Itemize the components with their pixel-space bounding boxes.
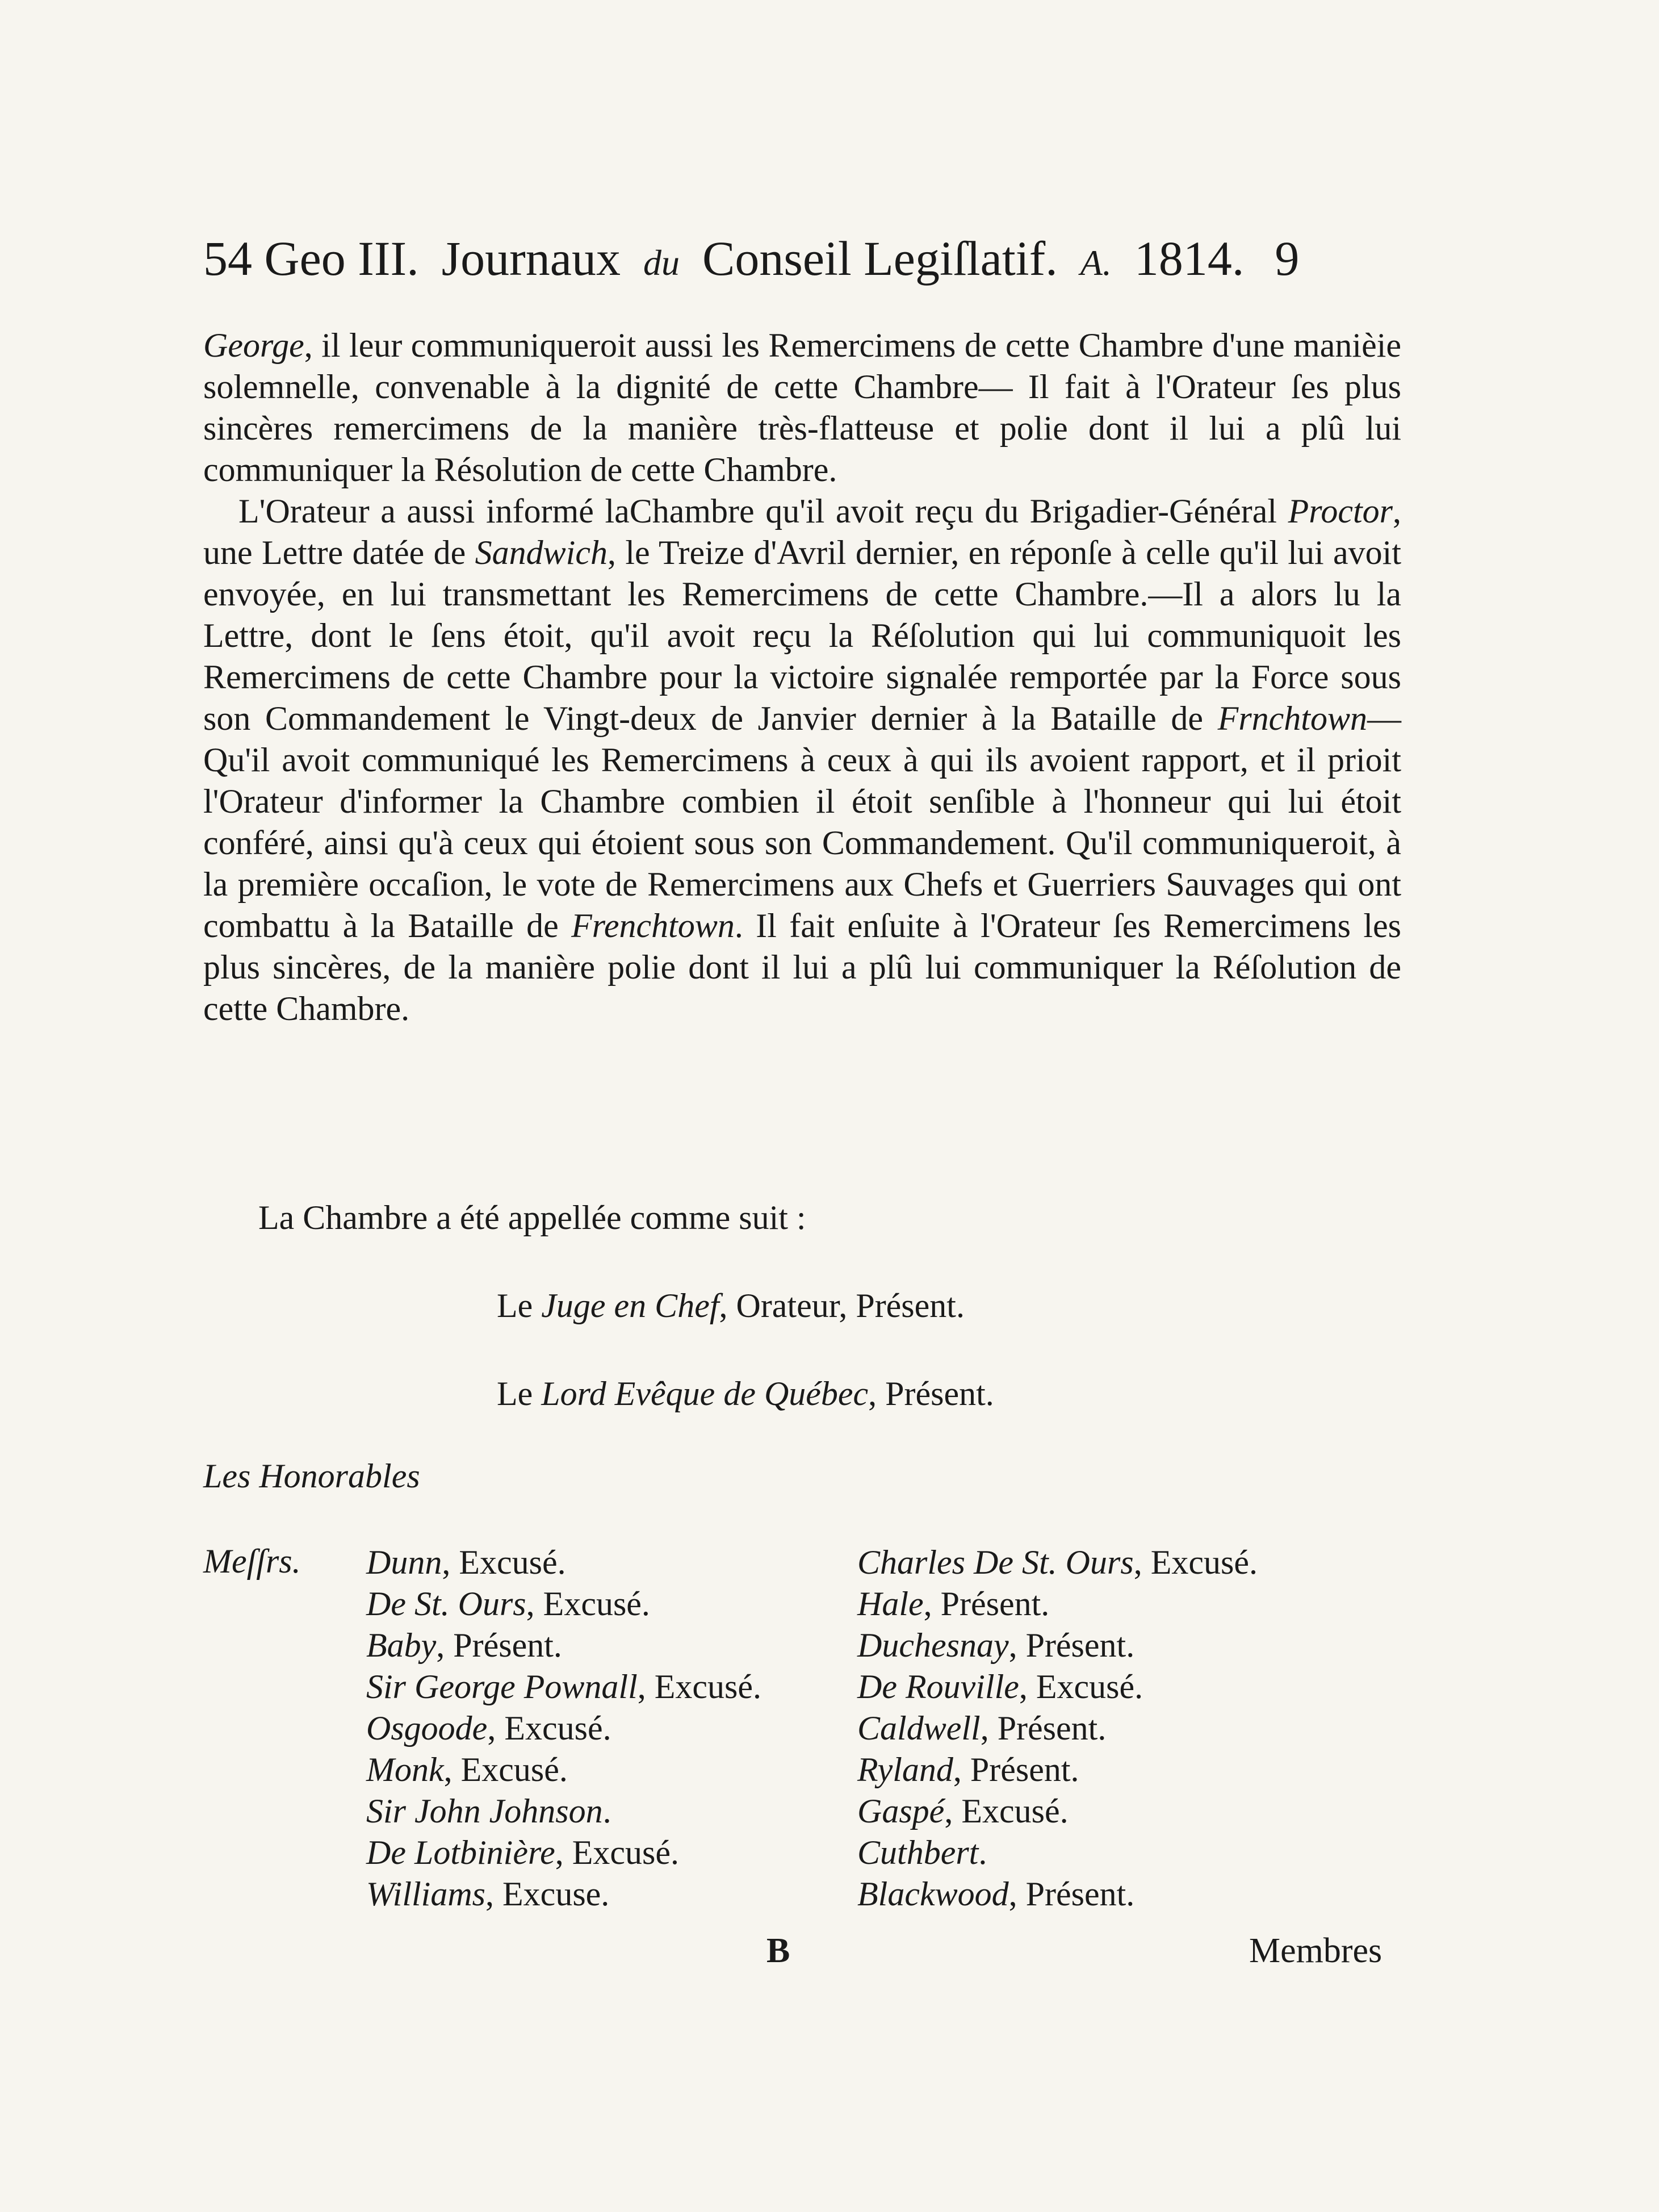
paragraph	[203, 491, 1401, 1030]
messrs-label: Meſſrs.	[203, 1542, 301, 1580]
member-entry	[857, 1874, 1258, 1915]
text-segment: — Qu'il avoit communiqué les Remercimens à ceux à qui ils avoient rapport, et il prioit l'Orateur d'informer la Chambre combien il étoit senſible à l'honneur qui lui étoit conféré, ainsi qu'à ceux qui étoient sous son Commandement. Qu'il communiqueroit, à la première occaſion, le vote de Remercimens aux Chefs et Guerriers Sauvages qui ont combattu à la Bataille de	[203, 700, 1401, 944]
member-entry	[857, 1583, 1258, 1625]
header-anno: A.	[1080, 242, 1112, 283]
member-status: , Présent.	[923, 1585, 1050, 1623]
member-name: Williams	[366, 1875, 486, 1913]
member-status: , Excusé.	[555, 1834, 679, 1871]
member-name: Charles De St. Ours	[857, 1544, 1134, 1581]
member-status: .	[602, 1792, 611, 1830]
honorables-heading: Les Honorables	[203, 1457, 420, 1495]
header-journaux: Journaux	[441, 231, 621, 286]
catchword: Membres	[1249, 1931, 1382, 1970]
member-entry	[366, 1625, 761, 1666]
page-number: 9	[1275, 231, 1300, 286]
member-entry	[366, 1583, 761, 1625]
text-segment: . Il fait enſuite à l'Orateur ſes Remercimens les plus sincères, de la manière polie dont il lui a plû lui communiquer la Réſolution de cette Chambre.	[203, 907, 1401, 1027]
italic-segment: Sandwich	[475, 534, 608, 571]
member-status: , Présent.	[1008, 1875, 1135, 1913]
member-name: Monk	[366, 1751, 444, 1788]
member-status: , Excusé.	[1019, 1668, 1143, 1705]
member-status: , Excusé.	[944, 1792, 1069, 1830]
member-name: Cuthbert	[857, 1834, 979, 1871]
member-status: , Excusé.	[443, 1751, 568, 1788]
member-entry	[857, 1708, 1258, 1749]
member-name: Baby	[366, 1626, 437, 1664]
text-segment: , le Treize d'Avril dernier, en réponſe à celle qu'il lui avoit envoyée, en lui transmettant les Remercimens de cette Chambre.—Il a alors lu la Lettre, dont le ſens étoit, qu'il avoit reçu la Réſolution qui lui communiquoit les Remercimens de cette Chambre pour la victoire signalée remportée par la Force sous son Commandement le Vingt-deux de Janvier dernier à la Bataille de	[203, 534, 1401, 737]
member-status: .	[978, 1834, 987, 1871]
member-entry	[366, 1708, 761, 1749]
member-entry	[366, 1542, 761, 1583]
bishop-title: Lord Evêque de Québec	[541, 1375, 869, 1412]
body-text	[203, 325, 1401, 1030]
member-name: Osgoode	[366, 1709, 488, 1747]
italic-segment: Frnchtown	[1217, 700, 1367, 737]
member-entry	[366, 1666, 761, 1708]
running-header	[203, 230, 1401, 287]
member-name: Sir George Pownall	[366, 1668, 638, 1705]
member-entry	[857, 1749, 1258, 1791]
text-segment: , une Lettre datée de	[203, 492, 1401, 571]
member-name: De Rouville	[857, 1668, 1019, 1705]
member-entry	[366, 1832, 761, 1874]
member-name: Hale	[857, 1585, 924, 1623]
member-entry	[857, 1832, 1258, 1874]
member-name: Blackwood	[857, 1875, 1009, 1913]
member-entry	[366, 1791, 761, 1832]
regnal-year: 54 Geo III.	[203, 231, 419, 286]
member-status: , Excusé.	[487, 1709, 611, 1747]
member-name: De Lotbinière	[366, 1834, 555, 1871]
member-name: De St. Ours	[366, 1585, 526, 1623]
member-entry	[857, 1666, 1258, 1708]
member-entry	[857, 1791, 1258, 1832]
member-status: , Présent.	[953, 1751, 1079, 1788]
member-entry	[857, 1542, 1258, 1583]
member-status: , Excuse.	[485, 1875, 610, 1913]
member-name: Sir John Johnson	[366, 1792, 603, 1830]
text-segment: , il leur communiqueroit aussi les Remercimens de cette Chambre d'une manièie solemnelle, convenable à la dignité de cette Chambre— Il fait à l'Orateur ſes plus sincères remercimens de la manière très-flatteuse et polie dont il lui a plû lui communiquer la Résolution de cette Chambre.	[203, 327, 1401, 488]
italic-segment: Proctor	[1288, 492, 1393, 530]
member-entry	[857, 1625, 1258, 1666]
header-conseil: Conseil Legiſlatif.	[702, 231, 1058, 286]
member-status: , Présent.	[436, 1626, 562, 1664]
member-status: , Présent.	[1008, 1626, 1135, 1664]
bishop-line: Le Lord Evêque de Québec, Présent.	[497, 1375, 994, 1412]
member-status: , Excusé.	[442, 1544, 566, 1581]
speaker-line: Le Juge en Chef, Orateur, Présent.	[497, 1287, 965, 1324]
paragraph	[203, 325, 1401, 491]
italic-segment: Frenchtown	[571, 907, 735, 944]
header-du: du	[643, 242, 680, 283]
header-year: 1814.	[1134, 231, 1245, 286]
member-name: Caldwell	[857, 1709, 981, 1747]
member-status: , Présent.	[980, 1709, 1107, 1747]
member-name: Gaspé	[857, 1792, 945, 1830]
member-entry	[366, 1749, 761, 1791]
text-segment: L'Orateur a aussi informé laChambre qu'il avoit reçu du Brigadier-Général	[238, 492, 1288, 530]
members-right-column	[857, 1542, 1258, 1915]
signature-mark: B	[766, 1931, 790, 1970]
italic-segment: George	[203, 327, 304, 364]
roll-call-intro: La Chambre a été appellée comme suit :	[258, 1199, 806, 1236]
member-name: Ryland	[857, 1751, 953, 1788]
speaker-title: Juge en Chef	[541, 1287, 719, 1324]
member-entry	[366, 1874, 761, 1915]
member-status: , Excusé.	[526, 1585, 650, 1623]
member-status: , Excusé.	[637, 1668, 762, 1705]
members-left-column	[366, 1542, 761, 1915]
member-status: , Excusé.	[1133, 1544, 1258, 1581]
member-name: Dunn	[366, 1544, 442, 1581]
member-name: Duchesnay	[857, 1626, 1009, 1664]
